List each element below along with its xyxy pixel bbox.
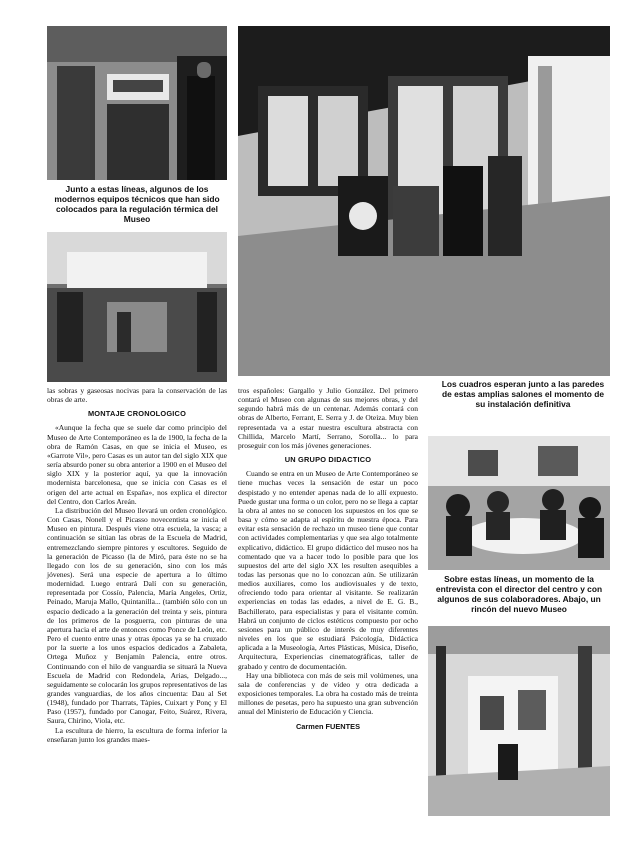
photo-gallery-paintings bbox=[238, 26, 610, 376]
caption-paintings: Los cuadros esperan junto a las paredes de estas amplias salones el momento de su instalación definitiva bbox=[441, 379, 605, 409]
photo-museum-room bbox=[47, 232, 227, 382]
article-column-1 bbox=[47, 386, 227, 744]
photo-technical-equipment bbox=[47, 26, 227, 180]
article-column-2 bbox=[238, 386, 418, 732]
column-1-paragraph: La distribución del Museo llevará un orden cronológico. Con Casas, Nonell y el Picasso novecentista se inicia el Museo en pintura. Después viene otra escuela, la vasca; a continuación se sitúan las obras de la Escuela de Madrid, entremezclando siempre pintores y escultores. Seguido de la generación de Picasso (la de Miró, para éste no se ha llegado con los de su generación, sino con los más jóvenes). Será una especie de apertura a lo último modernidad. Luego entrará Dalí con su generación, representada por Cossío, Palencia, María Angeles, Ortiz, Peinado, Maruja Mallo, Quintanilla... (también sólo con un espacio dedicado a la generación del treinta y seis, pintura de los primeros de la posguerra, con pinturas de una apertura hacia el arte de entonces como Ponce de León, etc. Pero el cuento entre unas y otras épocas ya se ha cruzado por la suerte a los unos espacios dedicados a Zabaleta, Ortega Muñoz y Benjamín Palencia, entre otros. Continuando con el hilo de vanguardia se situará la Nueva Escuela de Madrid con Redondela, Arias, Delgado..., seguidamente se colocarán los grupos representativos de las grandes vanguardias, de los años cincuenta: Dau al Set (1948), fundado por Tharrats, Tàpies, Cuixart y Ponç y El Paso (1957), fundado por Canogar, Feito, Suárez, Rivera, Saura, Chirino, Viola, etc. bbox=[47, 505, 227, 726]
column-2-paragraph: Cuando se entra en un Museo de Arte Contemporáneo se tiene muchas veces la sensación de estar un poco despistado y no entender apenas nada de lo allí expuesto. Puede gustar una forma o un color, pero no se llega a captar la obra al antes no se conocen los supuestos en los que se basa y cómo se adapta al espíritu de nuestra época. Para evitar esta sensación de rechazo un museo tiene que contar con actividades complementarias y que sea algo totalmente explicativo, didáctico. El grupo didáctico del museo nos ha comentado que va a hacer todo lo posible para que los supuestos del arte del siglo XX les resulten asequibles a todas las personas que no lo conozcan aún. Se utilizarán medios auxiliares, como los audiovisuales y de texto, ofreciendo todo para orientar al visitante. Se realizarán experiencias en todas las edades, a nivel de E. G. B., Bachillerato, para especialistas y para el visitante común. Habrá un conjunto de ciclos estéticos compuesto por ocho sesiones para un público de interés de muy diferentes niveles en los que se estudiará Psicología, Didáctica aplicada a la Museología, Artes Plásticas, Música, Diseño, Arquitectura, Experiencias cinematográficas, taller de grabado y centro de documentación. bbox=[238, 469, 418, 671]
column-2-paragraph: Hay una biblioteca con más de seis mil volúmenes, una sala de conferencias y de vídeo y otra dedicada a exposiciones temporales. La obra ha costado más de treinta millones de pesetas, pero ha supuesto una gran subvención anual del Ministerio de Educación y Ciencia. bbox=[238, 670, 418, 717]
author-signature: Carmen FUENTES bbox=[295, 722, 361, 732]
photo-interview bbox=[428, 436, 610, 570]
column-1-lead: las sobras y gaseosas nocivas para la conservación de las obras de arte. bbox=[47, 386, 227, 405]
heading-grupo-didactico: UN GRUPO DIDACTICO bbox=[284, 455, 372, 465]
heading-montaje-cronologico: MONTAJE CRONOLOGICO bbox=[87, 409, 187, 419]
column-1-paragraph: «Aunque la fecha que se suele dar como principio del Museo de Arte Contemporáneo es la de 1900, la fecha de la obra de Ramón Casas, en que se inicia el Museo, es «Garrote Vil», pero Casas es un autor tan del siglo XIX que sería absurdo poner su obra anterior a 1900 en el Museo del siglo XIX y la posterior aquí, ya que la innovación modernista barcelonesa, que se inicia con Casas es el origen del arte actual en España», nos explica el director del Centro, don Carlos Areán. bbox=[47, 423, 227, 506]
column-1-paragraph: La escultura de hierro, la escultura de forma inferior la enseñaran junto los grandes maes- bbox=[47, 725, 227, 744]
caption-interview: Sobre estas líneas, un momento de la entrevista con el director del centro y con algunos de sus colaboradores. Abajo, un rincón del nuevo Museo bbox=[435, 574, 603, 614]
column-2-paragraph: tros españoles: Gargallo y Julio González. Del primero contará el Museo con algunas de sus mejores obras, y del segundo habrá más de un centenar. Además contará con obras de Alberto, Ferrant, E. Serra y J. de Oteiza. Muy bien representada va a estar nuestra escultura abstracta con Chillida, Marcelo Martí, Serrano, Sorolla... lo para proseguir con los más jóvenes generaciones. bbox=[238, 386, 418, 450]
photo-museum-corner bbox=[428, 626, 610, 816]
caption-technical-equipment: Junto a estas líneas, algunos de los modernos equipos técnicos que han sido colocados para la regulación térmica del Museo bbox=[54, 184, 220, 224]
